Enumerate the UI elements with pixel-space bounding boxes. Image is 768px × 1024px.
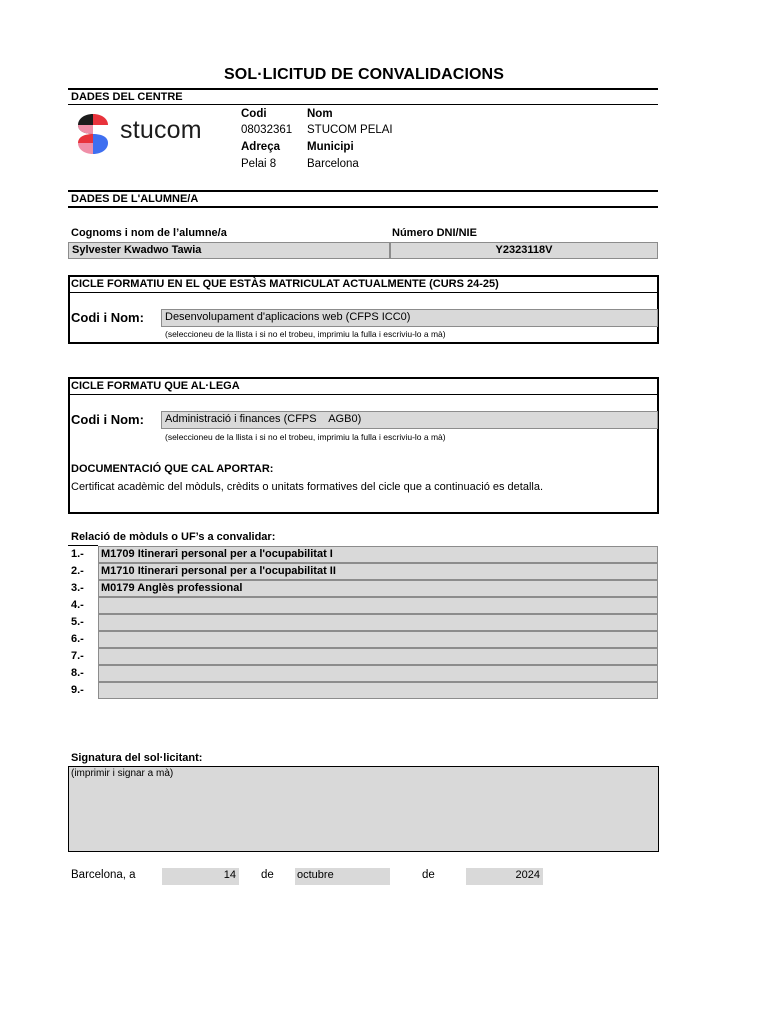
modules-title-underline: [68, 545, 98, 546]
date-month-field[interactable]: octubre: [295, 868, 390, 885]
module-num-6: 6.-: [71, 633, 84, 645]
date-de-2: de: [422, 869, 435, 881]
module-field-8[interactable]: [98, 665, 658, 682]
docs-text: Certificat acadèmic del mòduls, crèdits o unitats formatives del cicle que a continuació es detalla.: [71, 481, 544, 493]
dni-label: Número DNI/NIE: [392, 227, 477, 239]
module-field-1[interactable]: M1709 Itinerari personal per a l'ocupabilitat I: [98, 546, 658, 563]
module-field-4[interactable]: [98, 597, 658, 614]
modules-title: Relació de mòduls o UF’s a convalidar:: [71, 531, 276, 543]
municipi-label: Municipi: [307, 141, 354, 153]
module-field-5[interactable]: [98, 614, 658, 631]
page-title: SOL·LICITUD DE CONVALIDACIONS: [224, 66, 504, 83]
current-codi-nom-label: Codi i Nom:: [71, 310, 144, 325]
docs-title: DOCUMENTACIÓ QUE CAL APORTAR:: [71, 463, 274, 475]
signature-hint: (imprimir i signar a mà): [71, 768, 174, 779]
alleged-cycle-box: [68, 377, 659, 514]
student-bottom-line: [68, 206, 658, 208]
codi-label: Codi: [241, 108, 267, 120]
adreca-label: Adreça: [241, 141, 280, 153]
student-name-field[interactable]: Sylvester Kwadwo Tawia: [68, 242, 390, 259]
module-num-3: 3.-: [71, 582, 84, 594]
module-field-9[interactable]: [98, 682, 658, 699]
alleged-cycle-select[interactable]: Administració i finances (CFPS AGB0): [161, 411, 658, 429]
current-cycle-header: CICLE FORMATIU EN EL QUE ESTÀS MATRICULAT ACTUALMENTE (CURS 24-25): [71, 278, 499, 290]
date-de-1: de: [261, 869, 274, 881]
module-num-1: 1.-: [71, 548, 84, 560]
centre-section-label: DADES DEL CENTRE: [71, 91, 183, 103]
current-cycle-note: (seleccioneu de la llista i si no el trobeu, imprimiu la fulla i escriviu-lo a mà): [165, 329, 446, 339]
signature-label: Signatura del sol·licitant:: [71, 752, 203, 764]
student-name-label: Cognoms i nom de l’alumne/a: [71, 227, 227, 239]
module-num-2: 2.-: [71, 565, 84, 577]
alleged-cycle-divider: [68, 394, 658, 395]
alleged-cycle-note: (seleccioneu de la llista i si no el trobeu, imprimiu la fulla i escriviu-lo a mà): [165, 432, 446, 442]
date-place: Barcelona, a: [71, 869, 136, 881]
dni-field[interactable]: Y2323118V: [390, 242, 658, 259]
title-underline: [68, 88, 658, 90]
current-cycle-select[interactable]: Desenvolupament d'aplicacions web (CFPS ICC0): [161, 309, 658, 327]
alleged-codi-nom-label: Codi i Nom:: [71, 412, 144, 427]
signature-box[interactable]: [68, 766, 659, 852]
module-field-6[interactable]: [98, 631, 658, 648]
module-field-3[interactable]: M0179 Anglès professional: [98, 580, 658, 597]
module-field-2[interactable]: M1710 Itinerari personal per a l'ocupabilitat II: [98, 563, 658, 580]
logo-text: stucom: [120, 116, 202, 144]
date-year-field[interactable]: 2024: [466, 868, 543, 885]
current-cycle-divider: [68, 292, 658, 293]
stucom-logo-icon: [76, 112, 110, 156]
module-num-8: 8.-: [71, 667, 84, 679]
adreca-value: Pelai 8: [241, 158, 277, 170]
municipi-value: Barcelona: [307, 158, 359, 170]
module-num-5: 5.-: [71, 616, 84, 628]
centre-divider: [68, 104, 658, 105]
student-top-line: [68, 190, 658, 192]
nom-label: Nom: [307, 108, 333, 120]
codi-value: 08032361: [241, 124, 293, 136]
alleged-cycle-header: CICLE FORMATU QUE AL·LEGA: [71, 380, 240, 392]
date-day-field[interactable]: 14: [162, 868, 239, 885]
student-section-label: DADES DE L'ALUMNE/A: [71, 193, 199, 205]
nom-value: STUCOM PELAI: [307, 124, 393, 136]
module-field-7[interactable]: [98, 648, 658, 665]
module-num-9: 9.-: [71, 684, 84, 696]
module-num-7: 7.-: [71, 650, 84, 662]
module-num-4: 4.-: [71, 599, 84, 611]
